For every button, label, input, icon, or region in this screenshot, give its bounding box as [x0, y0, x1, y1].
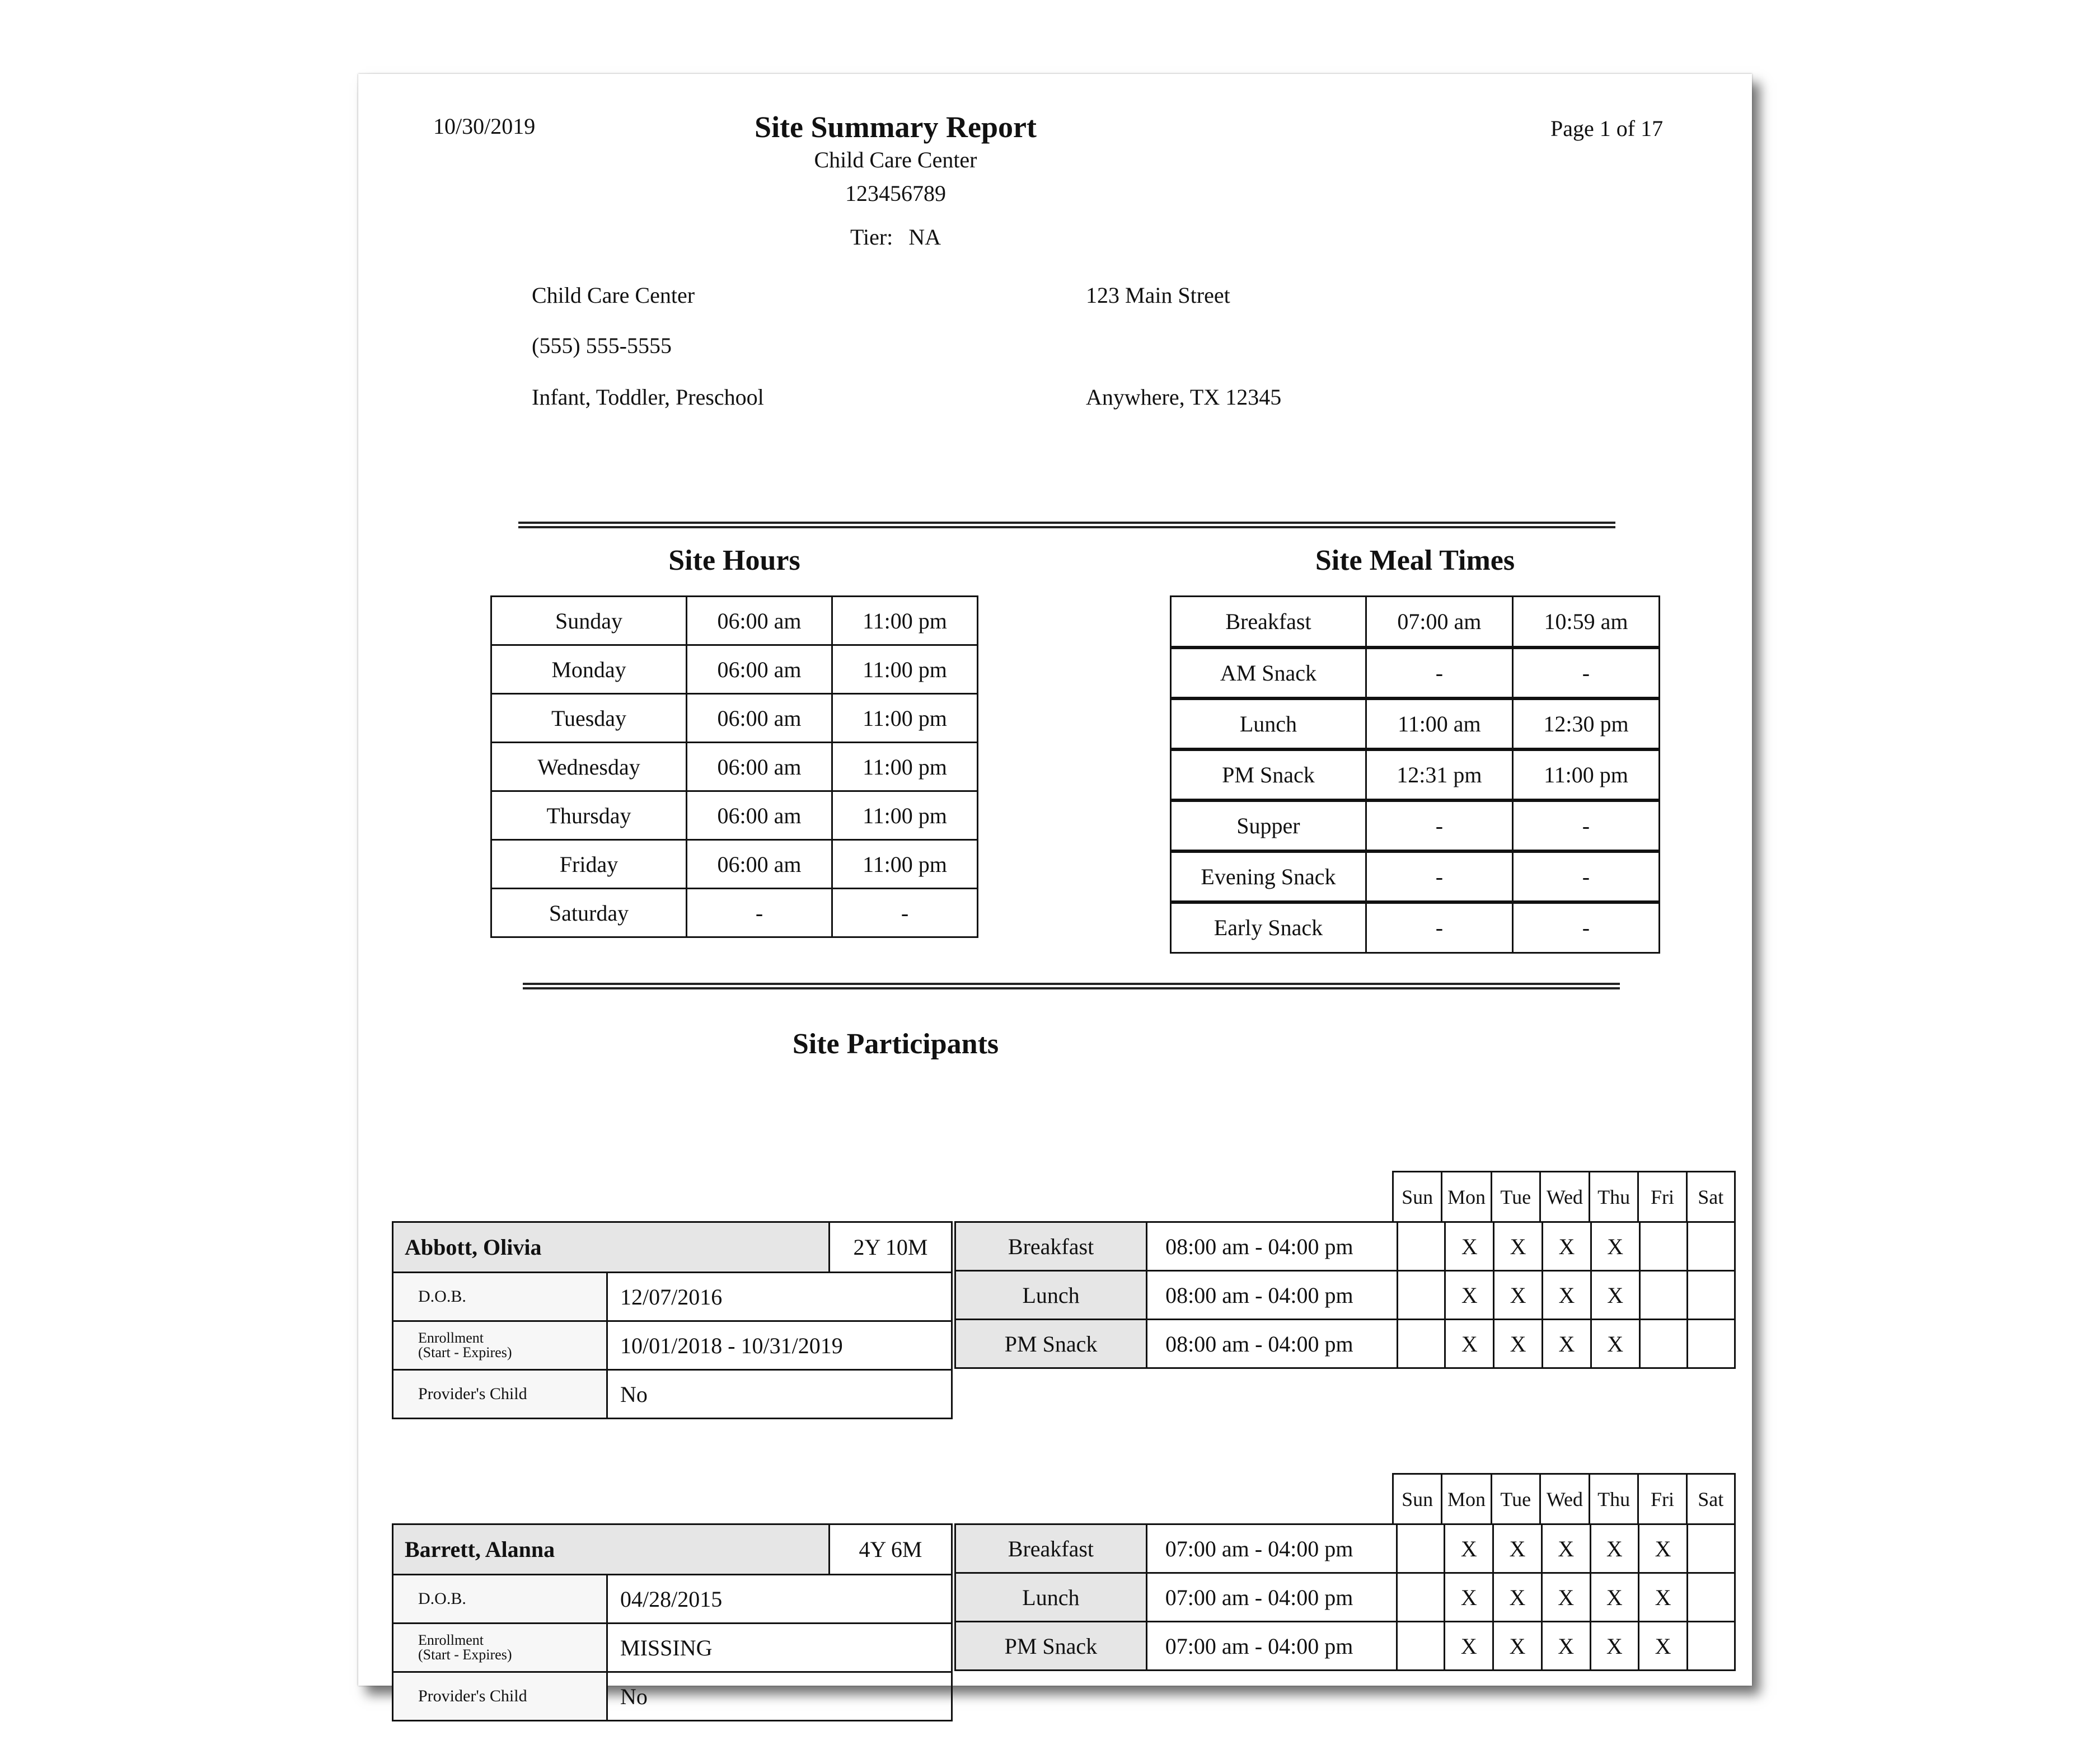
divider: [518, 522, 1615, 528]
participant-meal-time: 07:00 am - 04:00 pm: [1146, 1573, 1397, 1622]
participant-meal-day: X: [1445, 1320, 1494, 1368]
participant-age: 4Y 6M: [830, 1524, 952, 1575]
participant-meal-time: 07:00 am - 04:00 pm: [1146, 1622, 1397, 1671]
day-header-cell: Mon: [1442, 1474, 1491, 1524]
participant-meal-day: [1398, 1222, 1445, 1271]
participant-meal-day: X: [1590, 1573, 1639, 1622]
participant-meal-row: [955, 1573, 1735, 1622]
participant-meal-row: [955, 1271, 1735, 1320]
meal-name: Lunch: [1171, 698, 1366, 749]
site-hours-table: [490, 595, 978, 938]
enrollment-label-main: Enrollment: [418, 1632, 484, 1648]
day-header-cell: Sun: [1393, 1172, 1442, 1222]
participant-meal-day: X: [1445, 1222, 1494, 1271]
participant-meal-row: [955, 1222, 1735, 1271]
meal-row: [1171, 749, 1660, 800]
participant-meal-day: X: [1591, 1320, 1639, 1368]
meal-name: PM Snack: [1171, 749, 1366, 800]
day-header-cell: Tue: [1491, 1172, 1540, 1222]
hours-close: -: [832, 889, 978, 937]
meal-times-table: [1170, 595, 1660, 954]
enrollment-label-sub: (Start - Expires): [418, 1344, 512, 1360]
participant-block: [358, 1171, 1752, 1462]
participant-meal-day: [1639, 1320, 1687, 1368]
participant-meal-day: [1639, 1271, 1687, 1320]
hours-close: 11:00 pm: [832, 840, 978, 889]
hours-open: 06:00 am: [687, 743, 832, 791]
hours-row: [491, 840, 978, 889]
participant-meal-day: X: [1591, 1222, 1639, 1271]
day-header-cell: Sun: [1393, 1474, 1442, 1524]
participant-meal-day: X: [1445, 1573, 1493, 1622]
participant-provider-row: [393, 1672, 952, 1721]
participant-meal-name: Lunch: [955, 1271, 1147, 1320]
day-header: [1392, 1171, 1736, 1223]
participant-dob-row: [393, 1575, 952, 1624]
participant-name: Abbott, Olivia: [393, 1222, 830, 1273]
participant-meal-day: X: [1590, 1524, 1639, 1573]
participant-meal-day: X: [1445, 1622, 1493, 1671]
meal-name: Supper: [1171, 800, 1366, 851]
participant-meal-day: X: [1543, 1320, 1591, 1368]
participant-meal-day: X: [1543, 1271, 1591, 1320]
participant-meal-day: [1687, 1524, 1735, 1573]
participant-meal-time: 08:00 am - 04:00 pm: [1147, 1271, 1398, 1320]
participant-meal-name: PM Snack: [955, 1320, 1147, 1368]
hours-open: 06:00 am: [687, 694, 832, 743]
participant-meal-day: X: [1590, 1622, 1639, 1671]
report-subtitle: Child Care Center: [814, 147, 977, 172]
meal-start: -: [1366, 851, 1512, 902]
hours-day: Wednesday: [491, 743, 687, 791]
participant-provider-row: [393, 1370, 952, 1419]
report-title: Site Summary Report: [755, 110, 1037, 144]
meal-end: 12:30 pm: [1512, 698, 1659, 749]
participant-meal-day: X: [1493, 1622, 1542, 1671]
participant-name: Barrett, Alanna: [393, 1524, 830, 1575]
site-hours-title: Site Hours: [668, 545, 800, 576]
meal-start: -: [1366, 902, 1512, 953]
enrollment-label: [393, 1624, 607, 1672]
participant-info-table: [392, 1523, 953, 1721]
participant-meal-day: X: [1445, 1524, 1493, 1573]
site-address-line2: Anywhere, TX 12345: [1086, 384, 1282, 410]
meal-row: [1171, 902, 1660, 953]
day-header-cell: Wed: [1540, 1172, 1589, 1222]
day-header-cell: Thu: [1589, 1172, 1638, 1222]
meal-end: -: [1512, 800, 1659, 851]
meal-row: [1171, 698, 1660, 749]
day-header-cell: Tue: [1491, 1474, 1540, 1524]
page-number: Page 1 of 17: [1550, 116, 1664, 141]
meal-name: Early Snack: [1171, 902, 1366, 953]
meal-end: -: [1512, 648, 1659, 698]
participant-meal-time: 08:00 am - 04:00 pm: [1147, 1320, 1398, 1368]
enrollment-value: MISSING: [607, 1624, 952, 1672]
participant-meal-day: [1687, 1573, 1735, 1622]
meal-end: -: [1512, 851, 1659, 902]
tier-value: NA: [908, 224, 941, 250]
meal-row: [1171, 800, 1660, 851]
participant-meal-day: X: [1445, 1271, 1494, 1320]
meal-end: -: [1512, 902, 1659, 953]
day-header-row: [1393, 1474, 1735, 1524]
participant-meal-row: [955, 1320, 1735, 1368]
enrollment-label-sub: (Start - Expires): [418, 1646, 512, 1663]
hours-close: 11:00 pm: [832, 694, 978, 743]
participant-meal-day: X: [1639, 1573, 1688, 1622]
meal-name: Breakfast: [1171, 597, 1366, 648]
hours-open: 06:00 am: [687, 840, 832, 889]
participant-enrollment-row: [393, 1624, 952, 1672]
participant-meal-day: X: [1542, 1524, 1590, 1573]
meal-end: 11:00 pm: [1512, 749, 1659, 800]
meal-name: AM Snack: [1171, 648, 1366, 698]
participant-meal-name: Lunch: [955, 1573, 1147, 1622]
hours-open: -: [687, 889, 832, 937]
tier-label: Tier:: [850, 224, 893, 250]
meal-start: -: [1366, 648, 1512, 698]
dob-label: D.O.B.: [393, 1273, 607, 1321]
participant-meal-time: 08:00 am - 04:00 pm: [1147, 1222, 1398, 1271]
enrollment-value: 10/01/2018 - 10/31/2019: [607, 1321, 952, 1370]
site-name: Child Care Center: [532, 283, 695, 308]
day-header-cell: Fri: [1638, 1172, 1686, 1222]
hours-row: [491, 743, 978, 791]
participant-meal-day: [1687, 1622, 1735, 1671]
participant-meal-name: Breakfast: [955, 1222, 1147, 1271]
meal-times-title: Site Meal Times: [1315, 545, 1515, 576]
tier: [582, 224, 1209, 250]
day-header: [1392, 1473, 1736, 1525]
participant-meal-day: X: [1639, 1524, 1688, 1573]
providers-child-label: Provider's Child: [393, 1672, 607, 1721]
enrollment-label: [393, 1321, 607, 1370]
report-date: 10/30/2019: [433, 114, 536, 139]
participant-meal-day: [1687, 1222, 1735, 1271]
hours-day: Saturday: [491, 889, 687, 937]
participant-age: 2Y 10M: [830, 1222, 952, 1273]
participant-meal-row: [955, 1524, 1735, 1573]
meal-start: 07:00 am: [1366, 597, 1512, 648]
hours-day: Friday: [491, 840, 687, 889]
hours-close: 11:00 pm: [832, 645, 978, 694]
day-header-cell: Sat: [1686, 1172, 1735, 1222]
participant-name-row: [393, 1524, 952, 1575]
meal-end: 10:59 am: [1512, 597, 1659, 648]
hours-row: [491, 889, 978, 937]
day-header-cell: Mon: [1442, 1172, 1491, 1222]
participant-meals-table: [954, 1523, 1736, 1671]
participant-meal-day: [1639, 1222, 1687, 1271]
hours-open: 06:00 am: [687, 645, 832, 694]
site-address-line1: 123 Main Street: [1086, 283, 1230, 308]
participant-meal-day: X: [1493, 1524, 1542, 1573]
hours-close: 11:00 pm: [832, 743, 978, 791]
hours-day: Thursday: [491, 791, 687, 840]
site-ages: Infant, Toddler, Preschool: [532, 384, 764, 410]
hours-open: 06:00 am: [687, 597, 832, 645]
participant-meal-day: X: [1542, 1573, 1590, 1622]
hours-close: 11:00 pm: [832, 597, 978, 645]
participant-meal-name: PM Snack: [955, 1622, 1147, 1671]
participant-meal-row: [955, 1622, 1735, 1671]
site-phone: (555) 555-5555: [532, 333, 672, 358]
hours-row: [491, 694, 978, 743]
providers-child-label: Provider's Child: [393, 1370, 607, 1419]
participant-meal-day: X: [1542, 1622, 1590, 1671]
participant-meal-day: X: [1494, 1320, 1543, 1368]
hours-open: 06:00 am: [687, 791, 832, 840]
dob-value: 12/07/2016: [607, 1273, 952, 1321]
hours-row: [491, 597, 978, 645]
participant-meal-name: Breakfast: [955, 1524, 1147, 1573]
participant-meal-time: 07:00 am - 04:00 pm: [1146, 1524, 1397, 1573]
participant-meal-day: X: [1639, 1622, 1688, 1671]
participant-name-row: [393, 1222, 952, 1273]
hours-day: Monday: [491, 645, 687, 694]
participant-meal-day: X: [1591, 1271, 1639, 1320]
divider: [523, 983, 1620, 989]
dob-label: D.O.B.: [393, 1575, 607, 1624]
day-header-cell: Thu: [1589, 1474, 1638, 1524]
hours-day: Tuesday: [491, 694, 687, 743]
participant-block: [358, 1473, 1752, 1764]
meal-row: [1171, 648, 1660, 698]
participant-meal-day: [1397, 1524, 1445, 1573]
enrollment-label-main: Enrollment: [418, 1330, 484, 1346]
providers-child-value: No: [607, 1672, 952, 1721]
participant-meal-day: X: [1543, 1222, 1591, 1271]
hours-day: Sunday: [491, 597, 687, 645]
meal-start: -: [1366, 800, 1512, 851]
participants-title: Site Participants: [792, 1028, 999, 1060]
hours-close: 11:00 pm: [832, 791, 978, 840]
meal-row: [1171, 851, 1660, 902]
participant-enrollment-row: [393, 1321, 952, 1370]
participant-meal-day: [1397, 1622, 1445, 1671]
meal-start: 12:31 pm: [1366, 749, 1512, 800]
meal-name: Evening Snack: [1171, 851, 1366, 902]
day-header-cell: Sat: [1686, 1474, 1735, 1524]
participant-info-table: [392, 1221, 953, 1419]
report-page: [358, 74, 1752, 1709]
participant-meal-day: [1398, 1320, 1445, 1368]
participant-meal-day: [1397, 1573, 1445, 1622]
day-header-cell: Fri: [1638, 1474, 1686, 1524]
meal-start: 11:00 am: [1366, 698, 1512, 749]
day-header-cell: Wed: [1540, 1474, 1589, 1524]
participant-meal-day: [1398, 1271, 1445, 1320]
participant-meal-day: X: [1494, 1222, 1543, 1271]
providers-child-value: No: [607, 1370, 952, 1419]
participant-meal-day: X: [1493, 1573, 1542, 1622]
dob-value: 04/28/2015: [607, 1575, 952, 1624]
meal-row: [1171, 597, 1660, 648]
participant-meal-day: X: [1494, 1271, 1543, 1320]
participant-meal-day: [1687, 1320, 1735, 1368]
participant-dob-row: [393, 1273, 952, 1321]
day-header-row: [1393, 1172, 1735, 1222]
site-id: 123456789: [845, 181, 946, 206]
hours-row: [491, 791, 978, 840]
participant-meal-day: [1687, 1271, 1735, 1320]
hours-row: [491, 645, 978, 694]
participant-meals-table: [954, 1221, 1736, 1369]
